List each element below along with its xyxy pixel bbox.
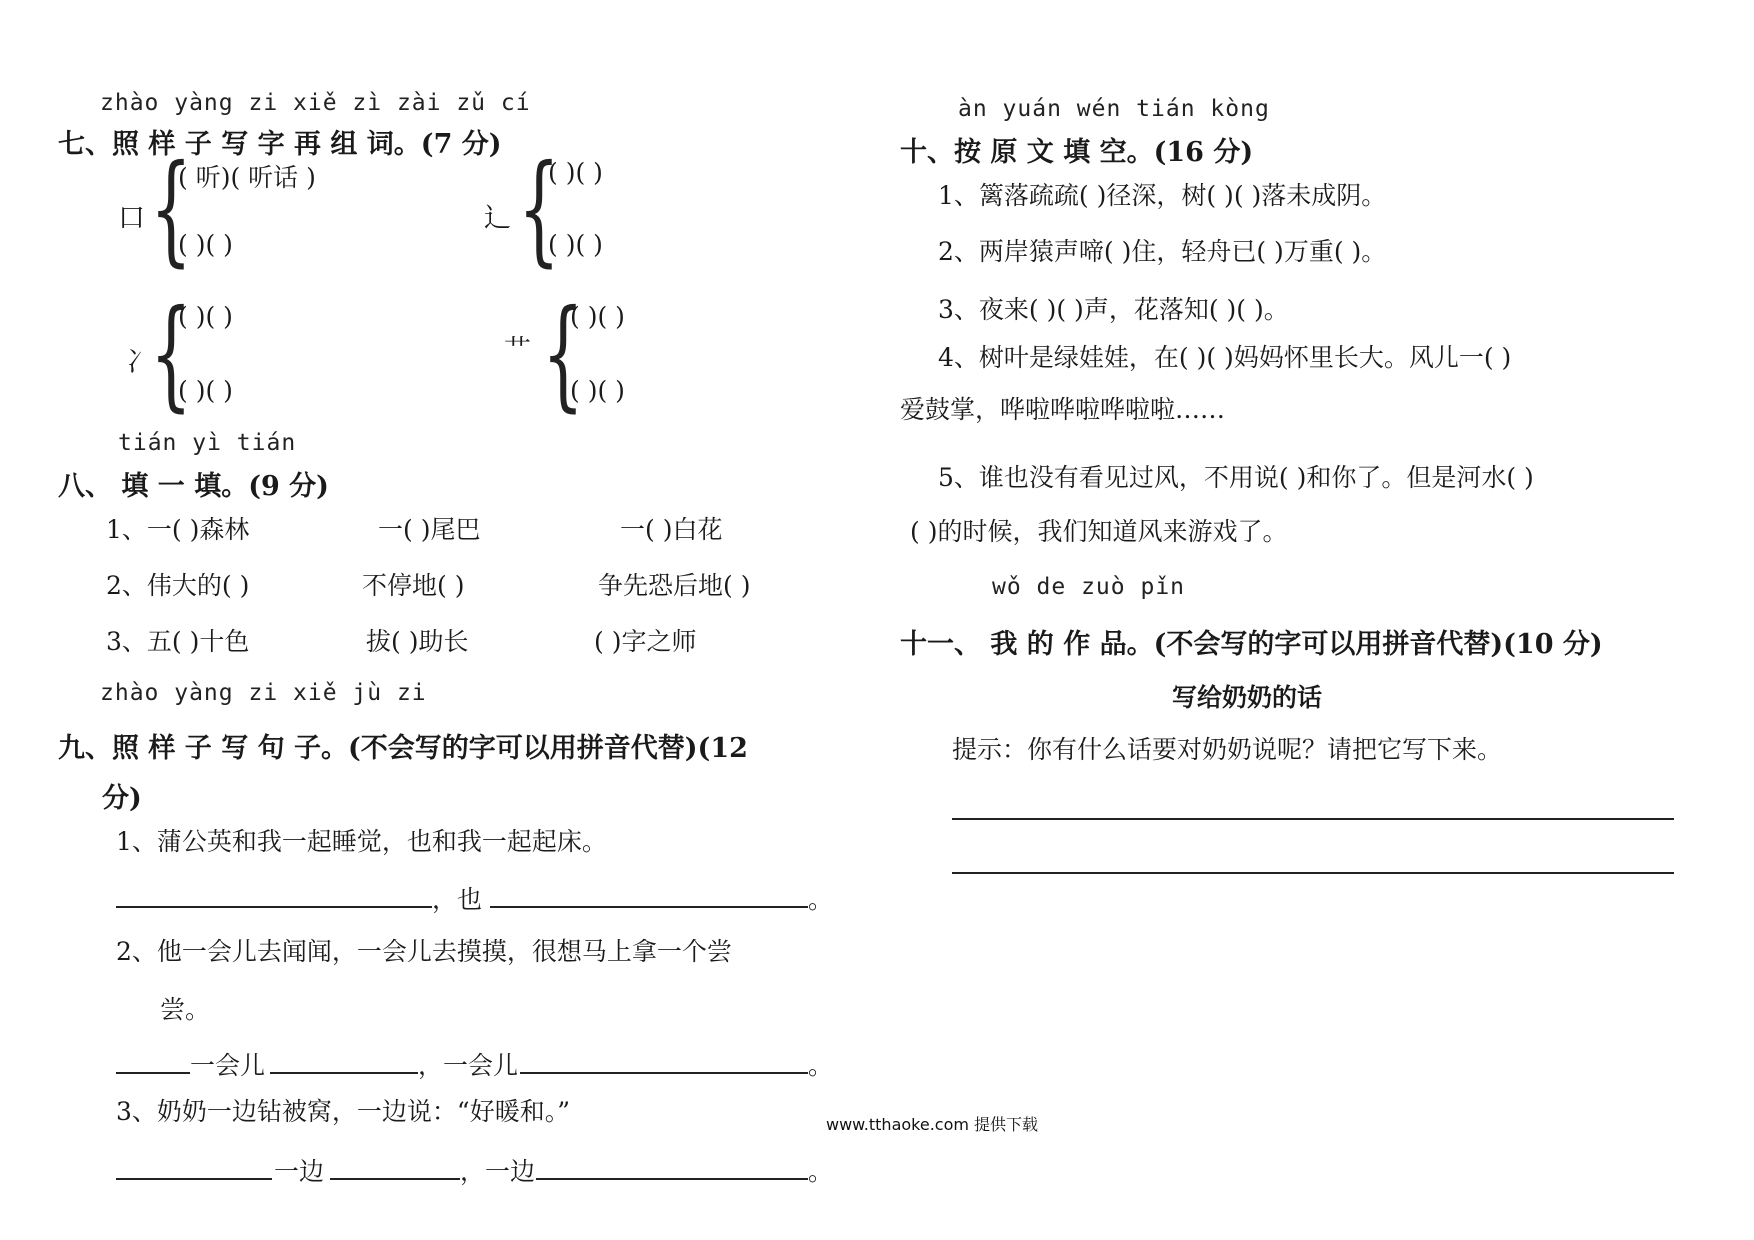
sec10-line4: 4、树叶是绿娃娃，在( )( )妈妈怀里长大。风儿一( ): [938, 343, 1512, 372]
sec8-pinyin: tián yì tián: [118, 430, 297, 456]
composition-hint: 提示：你有什么话要对奶奶说呢？请把它写下来。: [952, 735, 1503, 764]
sec8-row3-c: ( )字之师: [594, 627, 697, 656]
sec9-q3-b: ，一边: [460, 1157, 536, 1186]
composition-title: 写给奶奶的话: [1172, 683, 1323, 712]
sec11-pinyin: wǒ de zuò pǐn: [992, 574, 1186, 600]
footer-source: www.tthaoke.com 提供下载: [826, 1115, 1039, 1134]
sec8-row2-b: 不停地( ): [362, 571, 465, 600]
sec8-row3-a: 3、五( )十色: [106, 627, 250, 656]
sec7-title: 七、照 样 子 写 字 再 组 词。(7 分): [58, 129, 502, 160]
writing-line-2[interactable]: [952, 872, 1674, 874]
radical-chuo: 辶: [484, 203, 511, 234]
sec9-pinyin: zhào yàng zi xiě jù zi: [100, 680, 427, 706]
sec9-q3-end: 。: [808, 1157, 834, 1186]
writing-line-1[interactable]: [952, 818, 1674, 820]
sec10-line5-cont: ( )的时候，我们知道风来游戏了。: [910, 517, 1288, 546]
sec8-row3-b: 拔( )助长: [366, 627, 469, 656]
sec9-q3-blank-c[interactable]: [536, 1178, 808, 1180]
sec8-row1-a: 1、一( )森林: [106, 515, 250, 544]
brace-cao: {: [542, 285, 584, 424]
sec9-q2-a: 一会儿: [190, 1051, 266, 1080]
kou-row1: ( 听)( 听话 ): [178, 163, 316, 192]
sec10-line3: 3、夜来( )( )声，花落知( )( )。: [938, 295, 1289, 324]
kou-row2: ( )( ): [178, 230, 233, 259]
sec8-row1-b: 一( )尾巴: [378, 515, 481, 544]
cao-row1: ( )( ): [570, 302, 625, 331]
sec10-pinyin: àn yuán wén tián kòng: [958, 96, 1270, 122]
sec10-line4-cont: 爱鼓掌，哗啦哗啦哗啦啦……: [900, 395, 1226, 424]
sec9-q1-blank-b[interactable]: [490, 906, 808, 908]
sec8-title: 八、 填 一 填。(9 分): [58, 471, 329, 502]
sec9-q1: 1、蒲公英和我一起睡觉，也和我一起起床。: [116, 827, 607, 856]
sec9-title-cont: 分): [102, 783, 142, 814]
sec9-q3-blank-a[interactable]: [116, 1178, 272, 1180]
chuo-row1: ( )( ): [548, 158, 603, 187]
sec8-row2-c: 争先恐后地( ): [598, 571, 751, 600]
sec9-q3-a: 一边: [274, 1157, 325, 1186]
sec10-line2: 2、两岸猿声啼( )住，轻舟已( )万重( )。: [938, 237, 1387, 266]
radical-bing: 冫: [126, 347, 153, 378]
sec9-q3-blank-b[interactable]: [330, 1178, 460, 1180]
sec9-q2-blank-b[interactable]: [270, 1072, 418, 1074]
brace-kou: {: [150, 140, 192, 279]
bing-row2: ( )( ): [178, 376, 233, 405]
sec10-title: 十、按 原 文 填 空。(16 分): [900, 137, 1254, 168]
sec9-q2-cont: 尝。: [160, 995, 211, 1024]
sec7-pinyin: zhào yàng zi xiě zì zài zǔ cí: [100, 90, 531, 116]
sec9-title: 九、照 样 子 写 句 子。(不会写的字可以用拼音代替)(12: [58, 733, 748, 764]
radical-kou: 口: [118, 203, 145, 234]
sec9-q2-blank-c[interactable]: [520, 1072, 808, 1074]
sec9-q2-end: 。: [808, 1051, 834, 1080]
sec9-q1-blank-a[interactable]: [116, 906, 432, 908]
brace-chuo: {: [518, 140, 560, 279]
sec10-line5: 5、谁也没有看见过风，不用说( )和你了。但是河水( ): [938, 463, 1534, 492]
sec8-row1-c: 一( )白花: [620, 515, 723, 544]
sec10-line1: 1、篱落疏疏( )径深，树( )( )落未成阴。: [938, 181, 1387, 210]
sec9-q2: 2、他一会儿去闻闻，一会儿去摸摸，很想马上拿一个尝: [116, 937, 732, 966]
sec9-q2-b: ，一会儿: [418, 1051, 519, 1080]
cao-row2: ( )( ): [570, 376, 625, 405]
sec11-title: 十一、 我 的 作 品。(不会写的字可以用拼音代替)(10 分): [900, 629, 1603, 660]
sec9-q1-mid: ，也: [432, 885, 483, 914]
chuo-row2: ( )( ): [548, 230, 603, 259]
sec9-q3: 3、奶奶一边钻被窝，一边说：“好暖和。”: [116, 1097, 570, 1126]
sec9-q2-blank-a[interactable]: [116, 1072, 190, 1074]
sec8-row2-a: 2、伟大的( ): [106, 571, 250, 600]
radical-cao: 艹: [504, 335, 531, 366]
brace-bing: {: [150, 285, 192, 424]
sec9-q1-end: 。: [808, 885, 834, 914]
bing-row1: ( )( ): [178, 302, 233, 331]
